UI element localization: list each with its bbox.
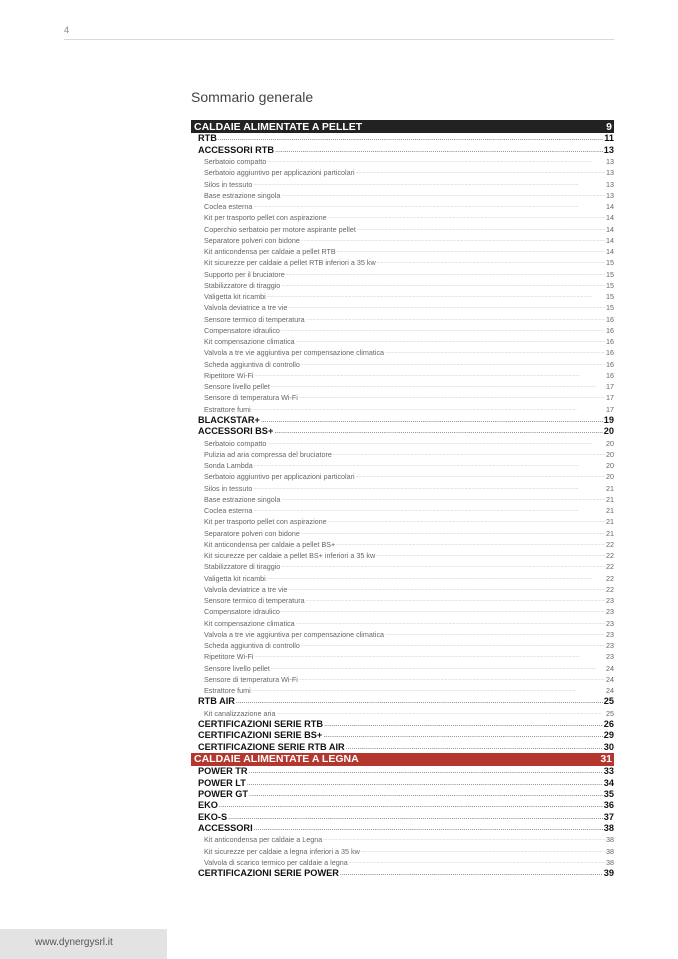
toc-page-number: 16 bbox=[606, 325, 614, 335]
toc-label: CERTIFICAZIONI SERIE BS+ bbox=[198, 730, 323, 741]
toc-label: Stabilizzatore di tiraggio bbox=[204, 280, 281, 290]
toc-label: Sensore livello pellet bbox=[204, 382, 270, 392]
toc-entry[interactable] bbox=[191, 460, 614, 471]
toc-page-number: 17 bbox=[606, 393, 614, 403]
toc-label: EKO bbox=[198, 800, 218, 811]
toc-page-number: 17 bbox=[606, 382, 614, 392]
toc-page-number: 13 bbox=[606, 190, 614, 200]
dot-leader bbox=[301, 359, 605, 370]
toc-label: CERTIFICAZIONI SERIE RTB bbox=[198, 719, 324, 730]
dot-leader bbox=[299, 392, 605, 403]
toc-page-number: 13 bbox=[606, 157, 614, 167]
toc-label: Coclea esterna bbox=[204, 202, 253, 212]
toc-entry[interactable] bbox=[191, 381, 614, 392]
dot-leader bbox=[296, 618, 605, 629]
toc-category[interactable] bbox=[191, 753, 614, 766]
toc-page-number: 20 bbox=[606, 461, 614, 471]
toc-label: Stabilizzatore di tiraggio bbox=[204, 562, 281, 572]
toc-page-number: 21 bbox=[606, 494, 614, 504]
toc-entry[interactable] bbox=[191, 505, 614, 516]
toc-entry[interactable] bbox=[191, 178, 614, 189]
toc-section[interactable] bbox=[191, 415, 614, 426]
toc-page-number: 13 bbox=[606, 168, 614, 178]
toc-page-number: 16 bbox=[606, 359, 614, 369]
dot-leader bbox=[323, 834, 605, 845]
toc-label: Sensore termico di temperatura bbox=[204, 314, 305, 324]
toc-label: EKO-S bbox=[198, 811, 228, 822]
toc-label: CALDAIE ALIMENTATE A PELLET bbox=[194, 120, 363, 133]
toc-page-number: 16 bbox=[606, 314, 614, 324]
toc-page-number: 35 bbox=[603, 789, 614, 800]
toc-page-number: 34 bbox=[603, 777, 614, 788]
toc-section[interactable] bbox=[191, 696, 614, 707]
toc-entry[interactable] bbox=[191, 212, 614, 223]
toc-page-number: 14 bbox=[606, 213, 614, 223]
toc-label: ACCESSORI RTB bbox=[198, 144, 275, 155]
dot-leader bbox=[301, 528, 605, 539]
toc-label: Kit anticondensa per caldaie a pellet RTB bbox=[204, 247, 336, 257]
toc-entry[interactable] bbox=[191, 617, 614, 628]
toc-entry[interactable] bbox=[191, 572, 614, 583]
toc-label: Sensore termico di temperatura bbox=[204, 596, 305, 606]
toc-label: Silos in tessuto bbox=[204, 179, 253, 189]
toc-entry[interactable] bbox=[191, 606, 614, 617]
dot-leader bbox=[356, 167, 605, 178]
toc-entry[interactable] bbox=[191, 403, 614, 414]
dot-leader bbox=[267, 573, 605, 584]
dot-leader bbox=[336, 539, 605, 550]
toc-entry[interactable] bbox=[191, 482, 614, 493]
toc-page-number: 33 bbox=[603, 766, 614, 777]
dot-leader bbox=[349, 857, 605, 868]
toc-page-number: 20 bbox=[606, 472, 614, 482]
toc-label: Silos in tessuto bbox=[204, 483, 253, 493]
dot-leader bbox=[281, 606, 605, 617]
toc-entry[interactable] bbox=[191, 662, 614, 673]
dot-leader bbox=[253, 179, 605, 190]
toc-page-number: 14 bbox=[606, 247, 614, 257]
toc-label: Coperchio serbatoio per motore aspirante pellet bbox=[204, 224, 356, 234]
toc-label: Kit sicurezze per caldaie a legna inferiori a 35 kw bbox=[204, 846, 360, 856]
dot-leader bbox=[281, 494, 605, 505]
toc-page-number: 16 bbox=[606, 370, 614, 380]
toc-section[interactable] bbox=[191, 811, 614, 822]
toc-entry[interactable] bbox=[191, 471, 614, 482]
toc-section[interactable] bbox=[191, 789, 614, 800]
toc-page-number: 38 bbox=[606, 857, 614, 867]
toc-page-number: 20 bbox=[606, 449, 614, 459]
toc-page-number: 21 bbox=[606, 517, 614, 527]
toc-page-number: 13 bbox=[603, 144, 614, 155]
toc-page-number: 20 bbox=[606, 438, 614, 448]
dot-leader bbox=[271, 663, 605, 674]
toc-entry[interactable] bbox=[191, 550, 614, 561]
toc-page-number: 38 bbox=[606, 846, 614, 856]
toc-page-number: 22 bbox=[606, 551, 614, 561]
dot-leader bbox=[385, 629, 605, 640]
toc-page-number: 22 bbox=[606, 584, 614, 594]
dot-leader bbox=[288, 584, 605, 595]
toc-section[interactable] bbox=[191, 868, 614, 879]
toc-page-number: 23 bbox=[606, 652, 614, 662]
toc-page-number: 21 bbox=[606, 528, 614, 538]
dot-leader bbox=[252, 404, 605, 415]
toc-section[interactable] bbox=[191, 719, 614, 730]
toc-label: Valigetta kit ricambi bbox=[204, 292, 266, 302]
toc-page-number: 15 bbox=[606, 280, 614, 290]
toc-label: Scheda aggiuntiva di controllo bbox=[204, 641, 300, 651]
header-divider bbox=[64, 39, 614, 40]
dot-leader bbox=[346, 742, 603, 753]
page-number: 4 bbox=[64, 25, 70, 35]
dot-leader bbox=[357, 224, 605, 235]
dot-leader bbox=[361, 846, 605, 857]
toc-category[interactable] bbox=[191, 120, 614, 133]
toc-page-number: 15 bbox=[606, 269, 614, 279]
toc-label: Separatore polveri con bidone bbox=[204, 528, 300, 538]
toc-label: Valvola a tre vie aggiuntiva per compensazione climatica bbox=[204, 629, 385, 639]
toc-label: Serbatoio compatto bbox=[204, 438, 267, 448]
toc-label: Kit sicurezze per caldaie a pellet RTB inferiori a 35 kw bbox=[204, 258, 376, 268]
dot-leader bbox=[337, 246, 605, 257]
toc-page-number: 25 bbox=[606, 708, 614, 718]
toc-page-number: 38 bbox=[603, 823, 614, 834]
dot-leader bbox=[253, 201, 605, 212]
toc-entry[interactable] bbox=[191, 156, 614, 167]
footer-url[interactable]: www.dynergysrl.it bbox=[35, 937, 113, 948]
toc-page-number: 30 bbox=[603, 741, 614, 752]
toc-label: Compensatore idraulico bbox=[204, 607, 280, 617]
toc-label: RTB bbox=[198, 133, 217, 144]
toc-label: Valvola a tre vie aggiuntiva per compensazione climatica bbox=[204, 348, 385, 358]
toc-label: Valvola deviatrice a tre vie bbox=[204, 584, 288, 594]
dot-leader bbox=[253, 483, 605, 494]
toc-entry[interactable] bbox=[191, 223, 614, 234]
toc-page-number: 21 bbox=[606, 506, 614, 516]
toc-page-number: 15 bbox=[606, 303, 614, 313]
toc-label: Kit anticondensa per caldaie a Legna bbox=[204, 835, 323, 845]
dot-leader bbox=[323, 730, 602, 741]
toc-entry[interactable] bbox=[191, 707, 614, 718]
toc-section[interactable] bbox=[191, 133, 614, 144]
toc-page-number: 15 bbox=[606, 292, 614, 302]
toc-page-number: 37 bbox=[603, 811, 614, 822]
toc-label: Kit per trasporto pellet con aspirazione bbox=[204, 213, 327, 223]
toc-section[interactable] bbox=[191, 823, 614, 834]
toc-label: CALDAIE ALIMENTATE A LEGNA bbox=[194, 753, 359, 766]
toc-label: Sensore livello pellet bbox=[204, 663, 270, 673]
toc-label: Supporto per il bruciatore bbox=[204, 269, 285, 279]
toc-label: CERTIFICAZIONE SERIE RTB AIR bbox=[198, 741, 345, 752]
dot-leader bbox=[261, 415, 603, 426]
dot-leader bbox=[254, 460, 605, 471]
toc-page-number: 17 bbox=[606, 404, 614, 414]
toc-entry[interactable] bbox=[191, 392, 614, 403]
dot-leader bbox=[377, 257, 605, 268]
dot-leader bbox=[274, 426, 602, 437]
dot-leader bbox=[281, 190, 605, 201]
toc-label: Kit per trasporto pellet con aspirazione bbox=[204, 517, 327, 527]
toc-label: Sonda Lambda bbox=[204, 461, 253, 471]
dot-leader bbox=[218, 133, 603, 144]
dot-leader bbox=[267, 156, 605, 167]
dot-leader bbox=[267, 291, 605, 302]
toc-entry[interactable] bbox=[191, 449, 614, 460]
toc-page-number: 24 bbox=[606, 663, 614, 673]
table-of-contents bbox=[191, 120, 614, 879]
dot-leader bbox=[324, 719, 603, 730]
dot-leader bbox=[255, 370, 605, 381]
toc-label: ACCESSORI bbox=[198, 823, 253, 834]
toc-entry[interactable] bbox=[191, 190, 614, 201]
dot-leader bbox=[219, 800, 603, 811]
dot-leader bbox=[286, 269, 605, 280]
toc-label: Valvola di scarico termico per caldaie a legna bbox=[204, 857, 348, 867]
toc-page-number: 24 bbox=[606, 674, 614, 684]
toc-label: Kit canalizzazione aria bbox=[204, 708, 276, 718]
toc-entry[interactable] bbox=[191, 347, 614, 358]
toc-entry[interactable] bbox=[191, 313, 614, 324]
toc-entry[interactable] bbox=[191, 201, 614, 212]
toc-page-number: 31 bbox=[600, 753, 612, 766]
toc-label: Base estrazione singola bbox=[204, 494, 281, 504]
toc-page-number: 14 bbox=[606, 224, 614, 234]
toc-page-number: 15 bbox=[606, 258, 614, 268]
toc-page-number: 22 bbox=[606, 573, 614, 583]
toc-page-number: 23 bbox=[606, 618, 614, 628]
toc-page-number: 20 bbox=[603, 426, 614, 437]
toc-page-number: 36 bbox=[603, 800, 614, 811]
toc-section[interactable] bbox=[191, 730, 614, 741]
dot-leader bbox=[376, 550, 605, 561]
toc-label: Serbatoio compatto bbox=[204, 157, 267, 167]
dot-leader bbox=[271, 381, 605, 392]
toc-entry[interactable] bbox=[191, 291, 614, 302]
toc-page-number: 38 bbox=[606, 835, 614, 845]
toc-entry[interactable] bbox=[191, 280, 614, 291]
toc-label: POWER LT bbox=[198, 777, 246, 788]
toc-page-number: 22 bbox=[606, 539, 614, 549]
toc-page-number: 13 bbox=[606, 179, 614, 189]
toc-entry[interactable] bbox=[191, 358, 614, 369]
dot-leader bbox=[299, 674, 605, 685]
toc-page-number: 26 bbox=[603, 719, 614, 730]
toc-entry[interactable] bbox=[191, 336, 614, 347]
dot-leader bbox=[340, 868, 603, 879]
toc-section[interactable] bbox=[191, 766, 614, 777]
dot-leader bbox=[247, 778, 603, 789]
toc-entry[interactable] bbox=[191, 629, 614, 640]
dot-leader bbox=[275, 145, 603, 156]
toc-entry[interactable] bbox=[191, 845, 614, 856]
toc-entry[interactable] bbox=[191, 167, 614, 178]
dot-leader bbox=[267, 438, 605, 449]
toc-label: Ripetitore Wi-Fi bbox=[204, 652, 254, 662]
toc-label: Compensatore idraulico bbox=[204, 325, 280, 335]
dot-leader bbox=[254, 823, 603, 834]
dot-leader bbox=[281, 280, 605, 291]
toc-label: Ripetitore Wi-Fi bbox=[204, 370, 254, 380]
dot-leader bbox=[333, 449, 605, 460]
page-title: Sommario generale bbox=[191, 89, 314, 105]
toc-label: Kit anticondensa per caldaie a pellet BS+ bbox=[204, 539, 336, 549]
dot-leader bbox=[249, 766, 603, 777]
toc-label: Serbatoio aggiuntivo per applicazioni particolari bbox=[204, 472, 355, 482]
toc-label: Base estrazione singola bbox=[204, 190, 281, 200]
dot-leader bbox=[356, 471, 605, 482]
toc-entry[interactable] bbox=[191, 246, 614, 257]
toc-label: Kit sicurezze per caldaie a pellet BS+ inferiori a 35 kw bbox=[204, 551, 376, 561]
toc-page-number: 16 bbox=[606, 348, 614, 358]
toc-entry[interactable] bbox=[191, 370, 614, 381]
toc-label: Kit compensazione climatica bbox=[204, 337, 295, 347]
toc-section[interactable] bbox=[191, 426, 614, 437]
toc-page-number: 25 bbox=[603, 696, 614, 707]
toc-entry[interactable] bbox=[191, 257, 614, 268]
toc-page-number: 23 bbox=[606, 641, 614, 651]
toc-entry[interactable] bbox=[191, 516, 614, 527]
toc-label: Estrattore fumi bbox=[204, 686, 251, 696]
toc-entry[interactable] bbox=[191, 527, 614, 538]
dot-leader bbox=[249, 789, 603, 800]
toc-page-number: 19 bbox=[603, 414, 614, 425]
toc-entry[interactable] bbox=[191, 302, 614, 313]
dot-leader bbox=[255, 651, 605, 662]
toc-entry[interactable] bbox=[191, 595, 614, 606]
toc-label: RTB AIR bbox=[198, 696, 235, 707]
toc-entry[interactable] bbox=[191, 494, 614, 505]
toc-entry[interactable] bbox=[191, 561, 614, 572]
dot-leader bbox=[301, 640, 605, 651]
dot-leader bbox=[301, 235, 605, 246]
toc-page-number: 14 bbox=[606, 202, 614, 212]
dot-leader bbox=[281, 561, 605, 572]
dot-leader bbox=[288, 302, 605, 313]
dot-leader bbox=[236, 696, 603, 707]
dot-leader bbox=[281, 325, 605, 336]
toc-label: Sensore di temperatura Wi-Fi bbox=[204, 393, 298, 403]
dot-leader bbox=[296, 336, 605, 347]
toc-page-number: 9 bbox=[606, 120, 612, 133]
toc-label: Serbatoio aggiuntivo per applicazioni particolari bbox=[204, 168, 355, 178]
toc-entry[interactable] bbox=[191, 651, 614, 662]
toc-label: Pulizia ad aria compressa del bruciatore bbox=[204, 449, 332, 459]
toc-label: BLACKSTAR+ bbox=[198, 414, 260, 425]
dot-leader bbox=[252, 685, 605, 696]
dot-leader bbox=[277, 708, 605, 719]
dot-leader bbox=[328, 212, 605, 223]
toc-entry[interactable] bbox=[191, 640, 614, 651]
dot-leader bbox=[228, 812, 603, 823]
toc-label: Sensore di temperatura Wi-Fi bbox=[204, 674, 298, 684]
toc-page-number: 22 bbox=[606, 562, 614, 572]
toc-label: Scheda aggiuntiva di controllo bbox=[204, 359, 300, 369]
toc-label: Valvola deviatrice a tre vie bbox=[204, 303, 288, 313]
toc-page-number: 39 bbox=[603, 868, 614, 879]
toc-label: CERTIFICAZIONI SERIE POWER bbox=[198, 868, 339, 879]
dot-leader bbox=[253, 505, 605, 516]
toc-entry[interactable] bbox=[191, 834, 614, 845]
toc-page-number: 11 bbox=[604, 133, 614, 144]
toc-entry[interactable] bbox=[191, 235, 614, 246]
toc-label: ACCESSORI BS+ bbox=[198, 426, 274, 437]
toc-entry[interactable] bbox=[191, 584, 614, 595]
toc-page-number: 23 bbox=[606, 596, 614, 606]
dot-leader bbox=[385, 347, 605, 358]
toc-entry[interactable] bbox=[191, 268, 614, 279]
dot-leader bbox=[306, 595, 605, 606]
toc-section[interactable] bbox=[191, 800, 614, 811]
toc-label: POWER GT bbox=[198, 789, 249, 800]
toc-page-number: 16 bbox=[606, 337, 614, 347]
toc-page-number: 24 bbox=[606, 686, 614, 696]
toc-page-number: 23 bbox=[606, 629, 614, 639]
toc-label: POWER TR bbox=[198, 766, 248, 777]
dot-leader bbox=[306, 314, 605, 325]
toc-label: Kit compensazione climatica bbox=[204, 618, 295, 628]
toc-entry[interactable] bbox=[191, 674, 614, 685]
toc-label: Separatore polveri con bidone bbox=[204, 235, 300, 245]
toc-label: Estrattore fumi bbox=[204, 404, 251, 414]
toc-page-number: 23 bbox=[606, 607, 614, 617]
dot-leader bbox=[328, 516, 605, 527]
toc-entry[interactable] bbox=[191, 685, 614, 696]
toc-section[interactable] bbox=[191, 741, 614, 752]
toc-label: Valigetta kit ricambi bbox=[204, 573, 266, 583]
toc-section[interactable] bbox=[191, 144, 614, 155]
toc-page-number: 29 bbox=[603, 730, 614, 741]
toc-entry[interactable] bbox=[191, 437, 614, 448]
toc-page-number: 21 bbox=[606, 483, 614, 493]
toc-label: Coclea esterna bbox=[204, 506, 253, 516]
toc-section[interactable] bbox=[191, 777, 614, 788]
toc-page-number: 14 bbox=[606, 235, 614, 245]
toc-entry[interactable] bbox=[191, 539, 614, 550]
toc-entry[interactable] bbox=[191, 325, 614, 336]
toc-entry[interactable] bbox=[191, 857, 614, 868]
